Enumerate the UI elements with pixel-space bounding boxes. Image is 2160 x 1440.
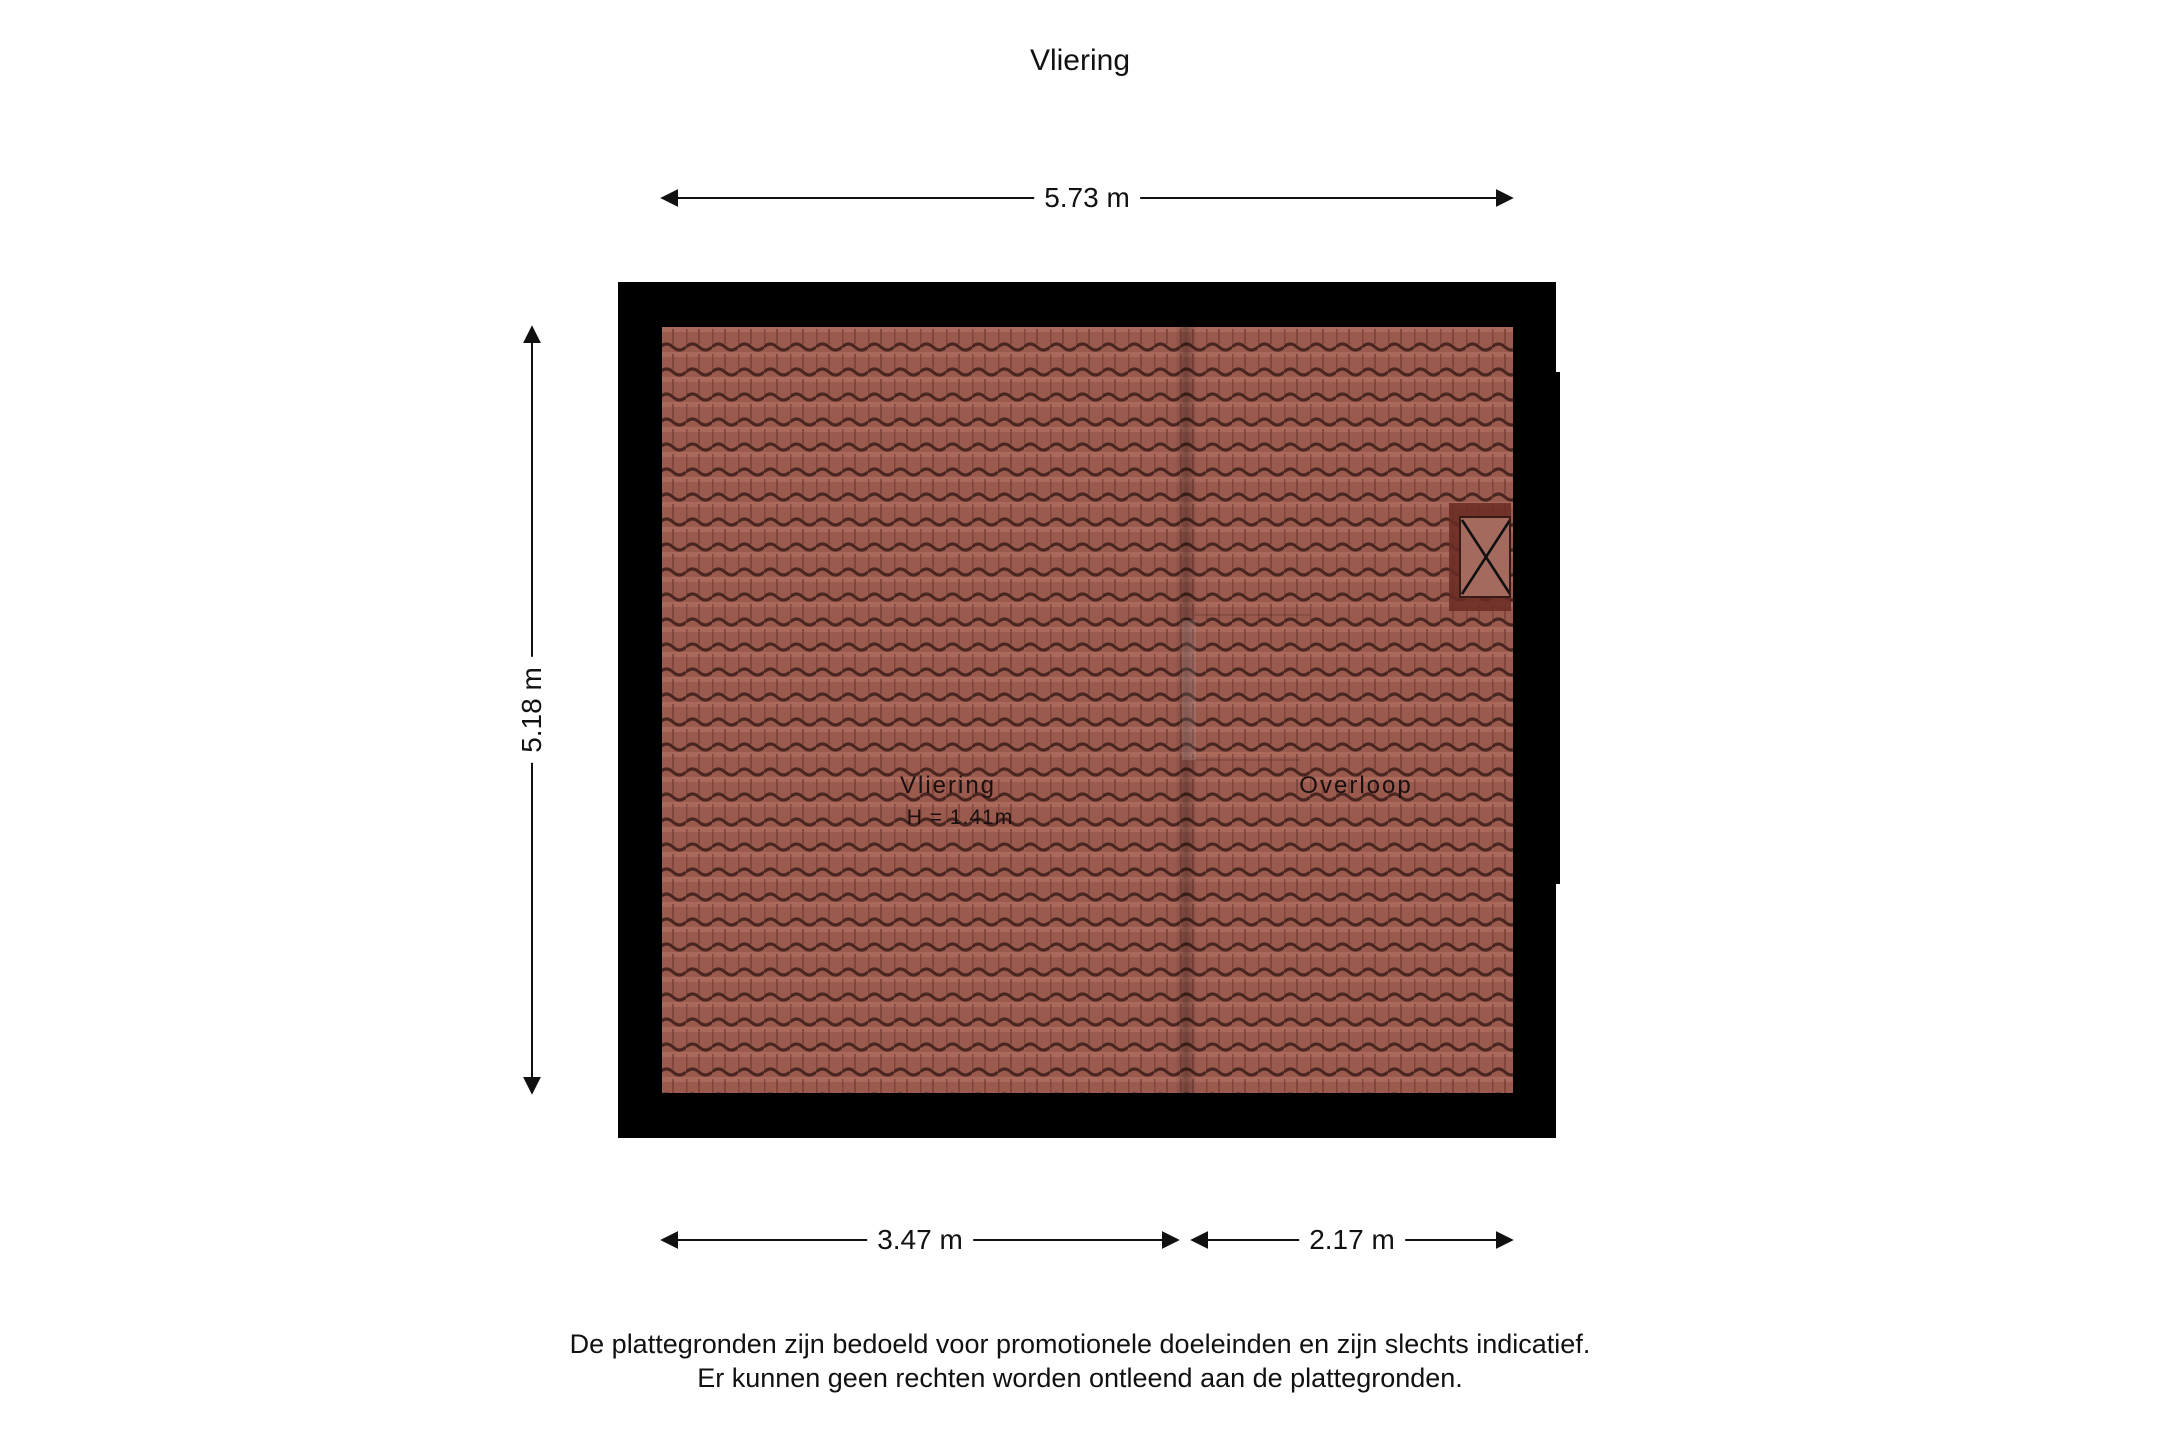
disclaimer-line-1: De plattegronden zijn bedoeld voor promotionele doeleinden en zijn slechts indicatief. bbox=[569, 1329, 1591, 1359]
room-height-vliering: H = 1.41m bbox=[906, 806, 1014, 829]
total-width-label: 5.73 m bbox=[1034, 181, 1140, 215]
disclaimer-line-2: Er kunnen geen rechten worden ontleend aan de plattegronden. bbox=[697, 1363, 1463, 1393]
room-name-overloop: Overloop bbox=[1299, 772, 1413, 799]
total-depth-label: 5.18 m bbox=[515, 657, 549, 763]
roof-tiles bbox=[662, 327, 1513, 1093]
right-width-label: 2.17 m bbox=[1299, 1223, 1405, 1257]
roof-hatch-cross-icon bbox=[1449, 503, 1511, 611]
left-width-label: 3.47 m bbox=[867, 1223, 973, 1257]
room-name-vliering: Vliering bbox=[899, 772, 997, 799]
disclaimer bbox=[0, 1327, 2160, 1395]
floor-title: Vliering bbox=[1029, 44, 1131, 77]
